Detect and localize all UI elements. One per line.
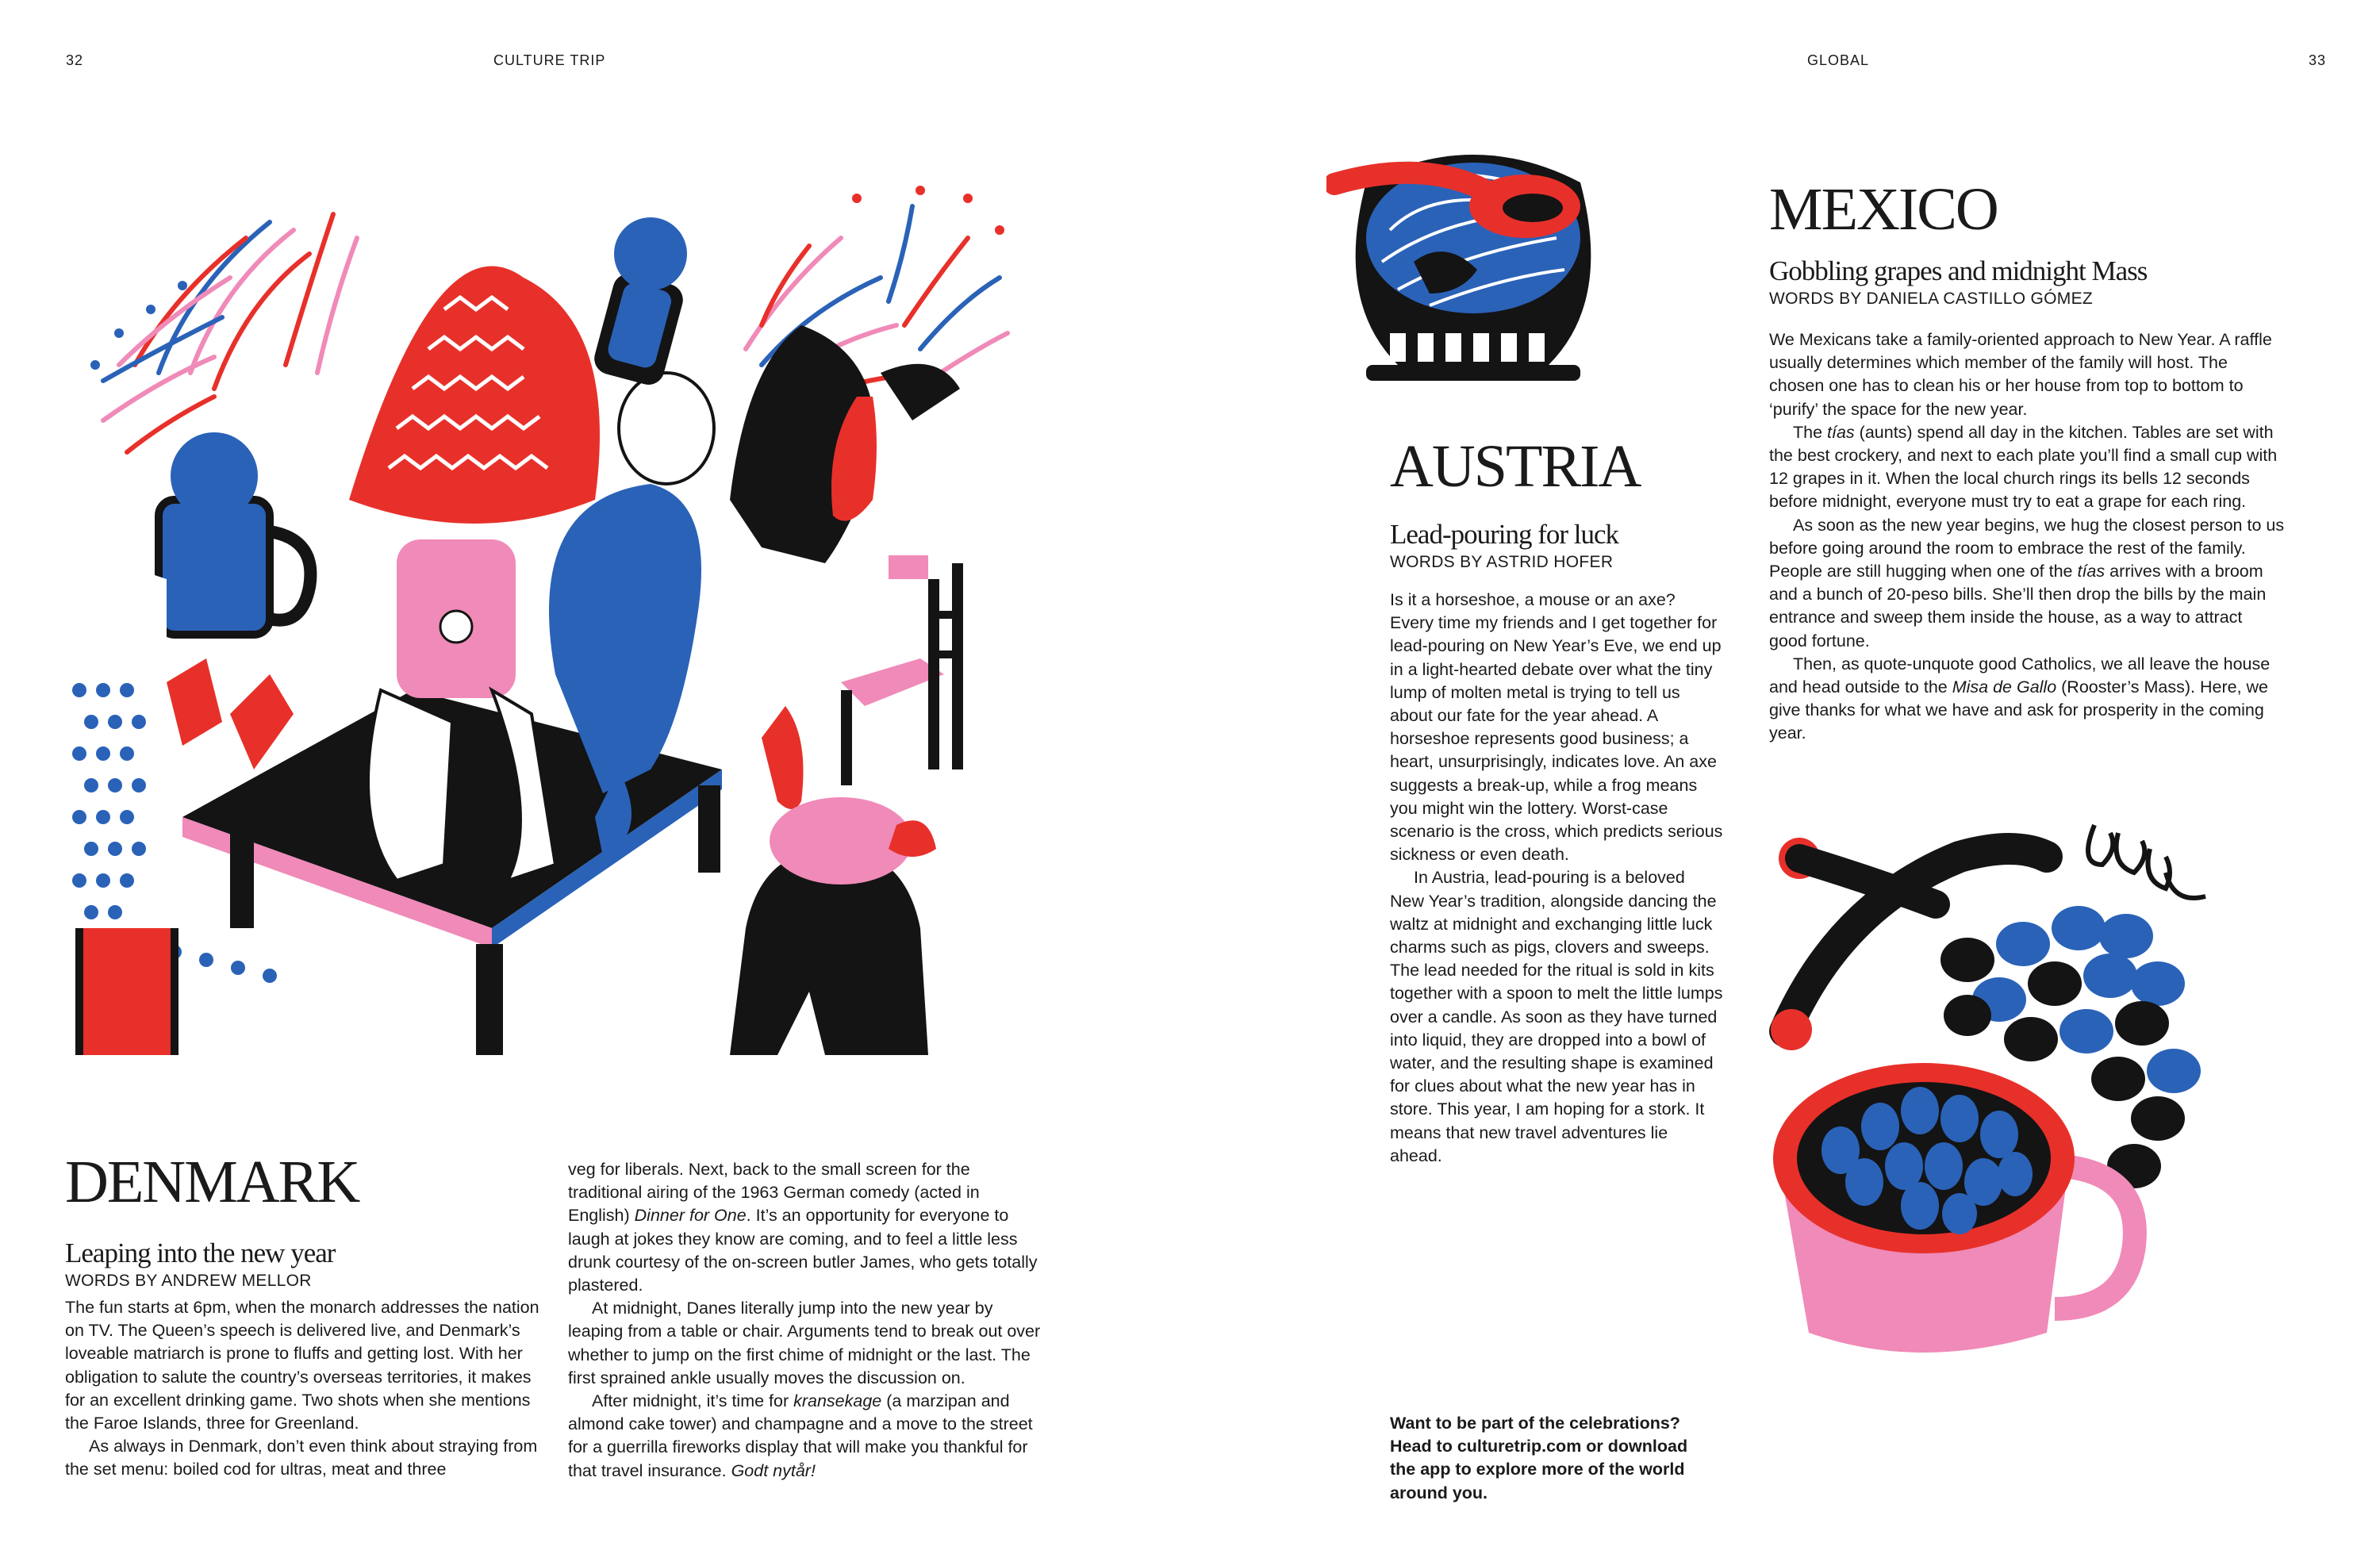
austria-byline: WORDS BY ASTRID HOFER	[1390, 552, 1614, 571]
mexico-paragraph: We Mexicans take a family-oriented approach to New Year. A raffle usually determines which member of the family will host. The chosen one has to clean his or her house from top to bottom to ‘purify’ the space for the new year.	[1769, 330, 2272, 419]
austria-paragraph: Is it a horseshoe, a mouse or an axe? Every time my friends and I get together for lead-pouring on New Year’s Eve, we end up in a light-hearted debate over what the tiny lump of molten metal is trying to tell us about our fate for the year ahead. A horseshoe represents good business; a heart, unsurprisingly, indicates love. An axe suggests a break-up, while a frog means you might win the lottery. Worst-case scenario is the cross, which predicts serious sickness or even death.	[1390, 590, 1723, 865]
lead-pouring-bowl-illustration	[1326, 143, 1620, 413]
denmark-column-2	[568, 1158, 1044, 1483]
denmark-deck: Leaping into the new year	[65, 1238, 336, 1268]
denmark-paragraph: veg for liberals. Next, back to the small screen for the traditional airing of the 1963 German comedy (acted in English) Dinner for One. It’s an opportunity for everyone to laugh at jokes they know are coming, and to feel a little less drunk courtesy of the on-screen butler James, who gets totally plastered.	[568, 1160, 1038, 1295]
celebrations-cta: Want to be part of the celebrations? Head to culturetrip.com or download the app to explore more of the world around you.	[1390, 1414, 1688, 1502]
denmark-paragraph: As always in Denmark, don’t even think about straying from the set menu: boiled cod for ultras, meat and three	[65, 1437, 538, 1479]
denmark-paragraph: At midnight, Danes literally jump into the new year by leaping from a table or chair. Arguments tend to break out over whether to jump on the first chime of midnight or the last. The first sprained ankle usually moves the discussion on.	[568, 1299, 1041, 1387]
mexico-title: MEXICO	[1769, 176, 1998, 243]
mexico-deck: Gobbling grapes and midnight Mass	[1769, 255, 2148, 286]
right-running-head: GLOBAL	[1807, 52, 1870, 68]
mexico-paragraph: Then, as quote-unquote good Catholics, we all leave the house and head outside to the Misa de Gallo (Rooster’s Mass). Here, we give thanks for what we have and ask for prosperity in the coming year.	[1769, 654, 2271, 743]
left-page-number: 32	[66, 52, 84, 68]
grapes-and-cup-illustration	[1761, 817, 2221, 1372]
denmark-byline: WORDS BY ANDREW MELLOR	[65, 1271, 312, 1290]
denmark-party-illustration	[48, 167, 1031, 1103]
mexico-paragraph: As soon as the new year begins, we hug the closest person to us before going around the room to embrace the rest of the family. People are still hugging when one of the tías arrives with a broom and a bunch of 20-peso bills. She’ll then drop the bills by the main entrance and sweep them inside the house, as a way to attract good fortune.	[1769, 515, 2285, 650]
austria-title: AUSTRIA	[1390, 433, 1641, 500]
denmark-column-1	[65, 1296, 541, 1482]
left-running-head: CULTURE TRIP	[493, 52, 606, 68]
denmark-title: DENMARK	[65, 1149, 359, 1215]
austria-body	[1390, 589, 1723, 1168]
mexico-body	[1769, 328, 2285, 746]
mexico-byline: WORDS BY DANIELA CASTILLO GÓMEZ	[1769, 289, 2094, 308]
austria-deck: Lead-pouring for luck	[1390, 519, 1619, 550]
right-page-number: 33	[2309, 52, 2327, 68]
mexico-article	[1769, 176, 2277, 309]
austria-paragraph: In Austria, lead-pouring is a beloved New Year’s tradition, alongside dancing the waltz at midnight and exchanging little luck charms such as pigs, clovers and sweeps. The lead needed for the ritual is sold in kits together with a spoon to melt the little lumps over a candle. As soon as they have turned into liquid, they are dropped into a bowl of water, and the resulting shape is examined for clues about what the new year has in store. This year, I am hoping for a stork. It means that new travel adventures lie ahead.	[1390, 868, 1723, 1165]
denmark-paragraph: The fun starts at 6pm, when the monarch addresses the nation on TV. The Queen’s speech is delivered live, and Denmark’s loveable matriarch is prone to fluffs and getting lost. With her obligation to salute the country’s overseas territories, it makes for an excellent drinking game. Two shots when she mentions the Faroe Islands, three for Greenland.	[65, 1298, 539, 1433]
mexico-paragraph: The tías (aunts) spend all day in the kitchen. Tables are set with the best crockery, and next to each plate you’ll find a small cup with 12 grapes in it. When the local church rings its bells 12 seconds before midnight, everyone must try to eat a grape for each ring.	[1769, 422, 2278, 512]
denmark-paragraph: After midnight, it’s time for kransekage (a marzipan and almond cake tower) and champagne and a move to the street for a guerrilla fireworks display that will make you thankful for that travel insurance. Godt nytår!	[568, 1391, 1033, 1480]
austria-article	[1390, 433, 1739, 572]
